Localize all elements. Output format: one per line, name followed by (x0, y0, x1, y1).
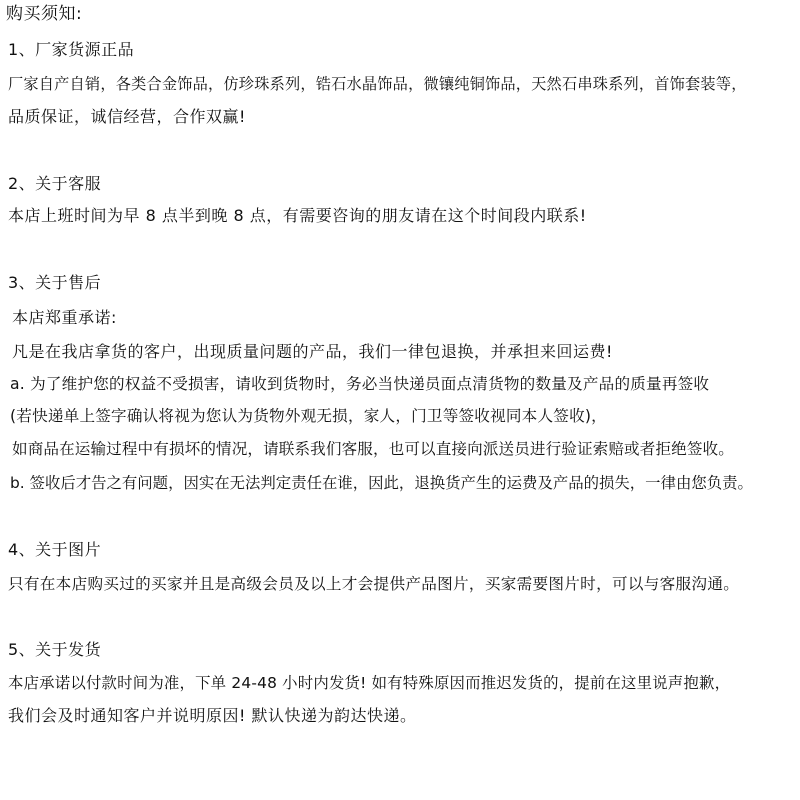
page-title: 购买须知: (6, 4, 83, 24)
section-5-heading: 5、关于发货 (8, 640, 102, 659)
section-5-line-1: 本店承诺以付款时间为准，下单 24-48 小时内发货! 如有特殊原因而推迟发货的，提前在这里说声抱歉， (8, 674, 731, 692)
section-5-line-2: 我们会及时通知客户并说明原因! 默认快递为韵达快递。 (8, 706, 417, 725)
section-3-line-1: 本店郑重承诺: (12, 308, 117, 327)
section-1-line-1: 厂家自产自销，各类合金饰品，仿珍珠系列，锆石水晶饰品，微镶纯铜饰品，天然石串珠系列，首饰套装等， (8, 75, 747, 93)
section-3-line-2: 凡是在我店拿货的客户，出现质量问题的产品，我们一律包退换，并承担来回运费! (12, 342, 613, 361)
section-4-heading: 4、关于图片 (8, 540, 102, 559)
section-3-line-3: a. 为了维护您的权益不受损害，请收到货物时，务必当快递员面点清货物的数量及产品的质量再签收 (10, 375, 710, 393)
section-2-heading: 2、关于客服 (8, 174, 102, 193)
section-3-line-4: (若快递单上签字确认将视为您认为货物外观无损，家人，门卫等签收视同本人签收)， (10, 407, 607, 425)
section-4-line-1: 只有在本店购买过的买家并且是高级会员及以上才会提供产品图片，买家需要图片时，可以与客服沟通。 (8, 575, 740, 593)
section-1-heading: 1、厂家货源正品 (8, 40, 135, 59)
section-3-heading: 3、关于售后 (8, 273, 102, 292)
section-3-line-5: 如商品在运输过程中有损坏的情况，请联系我们客服，也可以直接向派送员进行验证索赔或者拒绝签收。 (12, 440, 734, 458)
section-2-line-1: 本店上班时间为早 8 点半到晚 8 点，有需要咨询的朋友请在这个时间段内联系! (8, 206, 587, 225)
section-1-line-2: 品质保证，诚信经营，合作双赢! (8, 107, 246, 126)
section-3-line-6: b. 签收后才告之有问题，因实在无法判定责任在谁，因此，退换货产生的运费及产品的损失，一律由您负责。 (10, 474, 753, 492)
